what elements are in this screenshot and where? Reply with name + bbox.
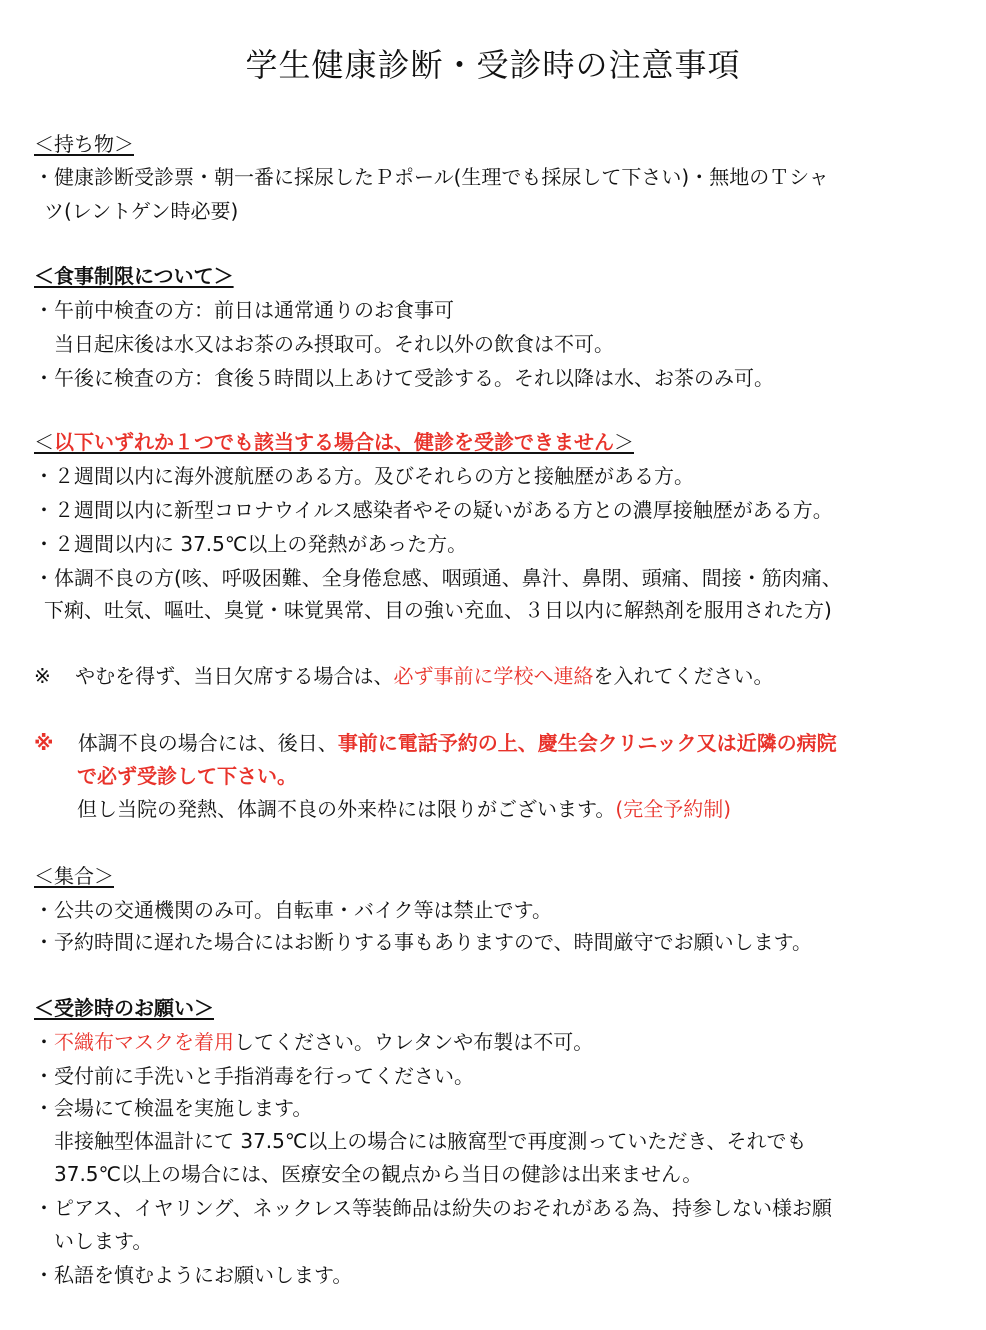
- restriction-item-symptoms-line1: ・体調不良の方(咳、呼吸困難、全身倦怠感、咽頭通、鼻汁、鼻閉、頭痛、間接・筋肉痛、: [34, 566, 842, 590]
- belongings-item-line1: ・健康診断受診票・朝一番に採尿したＰポール(生理でも採尿して下さい)・無地のＴシャ: [34, 165, 829, 189]
- note-absence: [34, 662, 774, 690]
- note-illness-text: 体調不良の場合には、後日、: [77, 731, 338, 755]
- gathering-heading: ＜集合＞: [34, 864, 114, 888]
- meal-item-afternoon: ・午後に検査の方：食後５時間以上あけて受診する。それ以降は水、お茶のみ可。: [34, 366, 774, 390]
- note-illness-highlight-line2: で必ず受診して下さい。: [77, 764, 297, 788]
- requests-item-temperature-line3: 37.5℃以上の場合には、医療安全の観点から当日の健診は出来ません。: [54, 1162, 703, 1186]
- requests-item-temperature-line2: 非接触型体温計にて 37.5℃以上の場合には腋窩型で再度測っていただき、それでも: [54, 1129, 807, 1153]
- note-illness-highlight-line1: 事前に電話予約の上、慶生会クリニック又は近隣の病院: [337, 731, 837, 755]
- page-title: 学生健康診断・受診時の注意事項: [245, 46, 741, 84]
- requests-item-handwash: ・受付前に手洗いと手指消毒を行ってください。: [34, 1064, 474, 1088]
- restriction-heading-close: ＞: [614, 430, 634, 454]
- restriction-item-overseas: ・２週間以内に海外渡航歴のある方。及びそれらの方と接触歴がある方。: [34, 464, 694, 488]
- note-illness-limit-text: 但し当院の発熱、体調不良の外来枠には限りがございます。: [77, 797, 616, 821]
- note-illness-line1: [34, 729, 837, 757]
- note-absence-mark: ※: [34, 664, 51, 688]
- belongings-heading: ＜持ち物＞: [34, 132, 134, 156]
- meal-item-morning-detail: 当日起床後は水又はお茶のみ摂取可。それ以外の飲食は不可。: [54, 332, 614, 356]
- requests-item-temperature: ・会場にて検温を実施します。: [34, 1096, 313, 1120]
- note-absence-text: やむを得ず、当日欠席する場合は、: [75, 664, 394, 688]
- gathering-item-punctuality: ・予約時間に遅れた場合にはお断りする事もありますので、時間厳守でお願いします。: [34, 930, 812, 954]
- gathering-item-transport: ・公共の交通機関のみ可。自転車・バイク等は禁止です。: [34, 898, 552, 922]
- requests-item-mask-bullet: ・: [34, 1030, 54, 1054]
- restriction-item-fever: ・２週間以内に 37.5℃以上の発熱があった方。: [34, 532, 468, 556]
- requests-item-quiet: ・私語を慎むようにお願いします。: [34, 1263, 353, 1287]
- requests-item-accessories-line2: いします。: [54, 1229, 153, 1253]
- requests-heading: ＜受診時のお願い＞: [34, 996, 214, 1020]
- belongings-item-line2: ツ(レントゲン時必要): [44, 199, 239, 223]
- restriction-heading: [34, 428, 634, 456]
- note-illness-mark: ※: [34, 731, 54, 755]
- requests-item-mask: [34, 1028, 593, 1056]
- note-illness-reservation: (完全予約制): [615, 797, 732, 821]
- note-illness-line3: [77, 795, 731, 823]
- restriction-heading-open: ＜: [34, 430, 54, 454]
- restriction-item-symptoms-line2: 下痢、吐気、嘔吐、臭覚・味覚異常、目の強い充血、３日以内に解熱剤を服用された方): [44, 598, 832, 622]
- note-absence-highlight: 必ず事前に学校へ連絡: [393, 664, 594, 688]
- meal-item-morning: ・午前中検査の方：前日は通常通りのお食事可: [34, 298, 454, 322]
- restriction-item-covid-contact: ・２週間以内に新型コロナウイルス感染者やその疑いがある方との濃厚接触歴がある方。: [34, 498, 833, 522]
- note-absence-text-after: を入れてください。: [593, 664, 774, 688]
- requests-item-accessories-line1: ・ピアス、イヤリング、ネックレス等装飾品は紛失のおそれがある為、持参しない様お願: [34, 1196, 832, 1220]
- meal-heading: ＜食事制限について＞: [34, 264, 234, 288]
- requests-item-mask-text: してください。ウレタンや布製は不可。: [234, 1030, 594, 1054]
- requests-item-mask-highlight: 不織布マスクを着用: [54, 1030, 234, 1054]
- restriction-heading-text: 以下いずれか１つでも該当する場合は、健診を受診できません: [54, 430, 614, 454]
